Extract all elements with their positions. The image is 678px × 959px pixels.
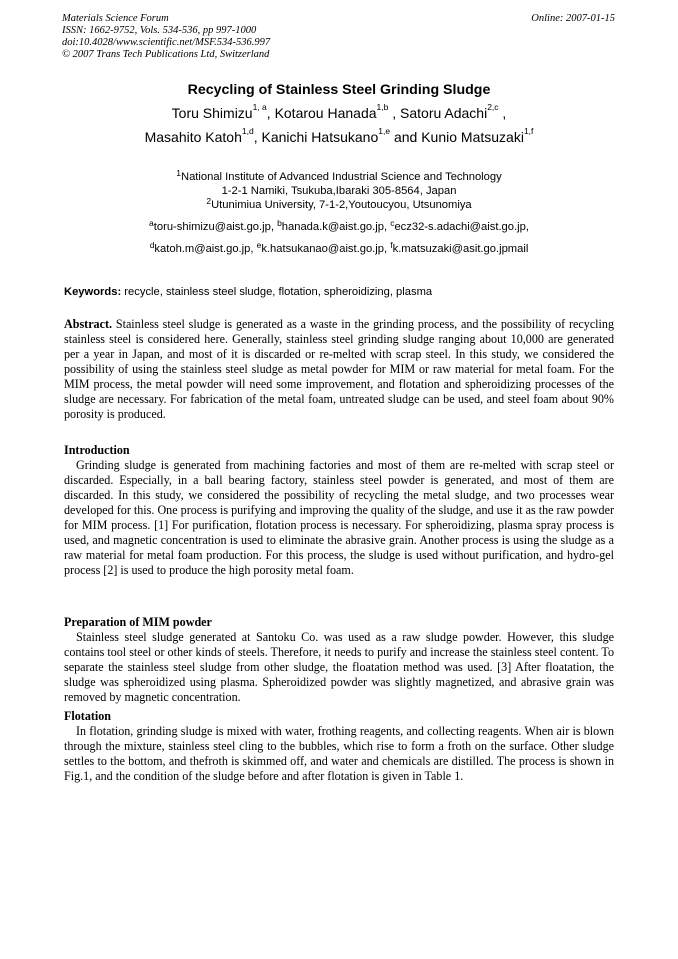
affiliation-1-address: 1-2-1 Namiki, Tsukuba,Ibaraki 305-8564, Japan (221, 185, 457, 197)
email-sup: b (277, 218, 282, 228)
author-sup: 2,c (487, 102, 499, 112)
journal-name: Materials Science Forum (62, 13, 169, 24)
author-line-2 (0, 126, 678, 145)
keywords (64, 286, 432, 298)
journal-copyright: © 2007 Trans Tech Publications Ltd, Switzerland (62, 49, 270, 60)
paper-title: Recycling of Stainless Steel Grinding Sludge (187, 82, 491, 98)
author-sup: 1,d (241, 126, 254, 136)
author-name: Kunio Matsuzaki (421, 129, 524, 145)
journal-issn: ISSN: 1662-9752, Vols. 534-536, pp 997-1000 (62, 25, 257, 36)
author-sup: 1,e (378, 126, 391, 136)
introduction-heading: Introduction (64, 443, 130, 457)
email-address: toru-shimizu@aist.go.jp, (153, 221, 278, 233)
mim-heading: Preparation of MIM powder (64, 615, 212, 629)
author-sep: , (253, 129, 262, 145)
email-sup: f (390, 240, 393, 250)
author-sup: 1,f (523, 126, 534, 136)
email-address: katoh.m@aist.go.jp, (154, 243, 257, 255)
author-sup: 1,b (376, 102, 389, 112)
email-sup: d (149, 240, 155, 250)
email-sup: c (390, 218, 395, 228)
online-date: Online: 2007-01-15 (531, 13, 615, 24)
email-address: hanada.k@aist.go.jp, (281, 221, 391, 233)
author-line-1 (0, 102, 678, 121)
affiliation-1-name: $^1$National Institute of Advanced Industrial Science and Technology (176, 168, 502, 183)
introduction-text: Grinding sludge is generated from machining factories and most of them are re-melted with scrap steel or discarded. Especially, in a ball bearing factory, stainless steel powder is generated, and most of them are discarded. In this study, we considered the possibility of recycling the metal sludge, and two processes wear developed for this. One process is purifying and improving the quality of the sludge, and use it as the raw powder for MIM process. [1] For purification, flotation process is necessary. For spheroidizing, plasma spray process is used, and magnetic concentration is used to eliminate the abrasive grain. Another process is using the sludge as a raw material for metal foam production. For this process, the sludge is used without purification, and hydro-gel process [2] is used to produce the high porosity metal foam. (64, 458, 614, 578)
email-sup: a (149, 218, 154, 228)
author-sep: , (266, 105, 275, 121)
author-sup: 1, a (252, 102, 267, 112)
author-sep: , (498, 105, 507, 121)
author-name: Toru Shimizu (171, 105, 253, 121)
email-address: k.hatsukanao@aist.go.jp, (261, 243, 391, 255)
email-address: k.matsuzaki@asit.go.jpmail (392, 243, 529, 255)
journal-header (62, 13, 270, 61)
author-sep: , (388, 105, 401, 121)
affiliation-sup: 2 (206, 196, 212, 206)
affiliation-sup: 1 (176, 168, 181, 178)
abstract (64, 317, 614, 422)
author-sep: and (390, 129, 422, 145)
abstract-text: Stainless steel sludge is generated as a waste in the grinding process, and the possibility of recycling stainless steel is considered here. Generally, stainless steel grinding sludge ranging about 10,000 are generated per a year in Japan, and most of it is discarded or re-melted with scrap steel. In this study, we considered the possibility of using the stainless steel sludge as metal powder for MIM or raw material for metal foam. For the MIM process, the metal powder will need some improvement, and flotation and spheroidizing processes of the sludge are necessary. For fabrication of the metal foam, untreated sludge can be used, and steel foam about 90% porosity is produced. (64, 317, 614, 422)
affiliation-2: $^2$Utunimiua University, 7-1-2,Youtoucyou, Utsunomiya (206, 196, 472, 211)
keywords-text: recycle, stainless steel sludge, flotation, spheroidizing, plasma (121, 286, 433, 298)
author-name: Kotarou Hanada (274, 105, 377, 121)
author-name: Kanichi Hatsukano (261, 129, 379, 145)
email-line-2 (0, 240, 678, 255)
email-address: ecz32-s.adachi@aist.go.jp, (394, 221, 529, 233)
abstract-label: Abstract. (64, 317, 113, 331)
mim-text: Stainless steel sludge generated at Santoku Co. was used as a raw sludge powder. However, this sludge contains tool steel or other kinds of steels. Therefore, it needs to purify and increase the stainless steel content. To separate the stainless steel sludge from other sludge, the floatation method was used. [3] After floatation, the sludge was spheroidized using plasma. Spheroidized powder was slightly magnetized, and abrasive grain was removed by magnetic concentration. (64, 630, 614, 705)
author-name: Satoru Adachi (400, 105, 488, 121)
journal-doi: doi:10.4028/www.scientific.net/MSF.534-536.997 (62, 37, 271, 48)
keywords-label: Keywords: (64, 286, 122, 298)
author-name: Masahito Katoh (144, 129, 242, 145)
email-line-1 (0, 218, 678, 233)
email-sup: e (256, 240, 262, 250)
flotation-heading: Flotation (64, 709, 112, 723)
flotation-text: In flotation, grinding sludge is mixed with water, frothing reagents, and collecting reagents. When air is blown through the mixture, stainless steel cling to the bubbles, which rise to form a froth on the surface. Other sludge settles to the bottom, and thefroth is skimmed off, and water and chemicals are distilled. The process is shown in Fig.1, and the condition of the sludge before and after flotation is given in Table 1. (64, 724, 614, 784)
